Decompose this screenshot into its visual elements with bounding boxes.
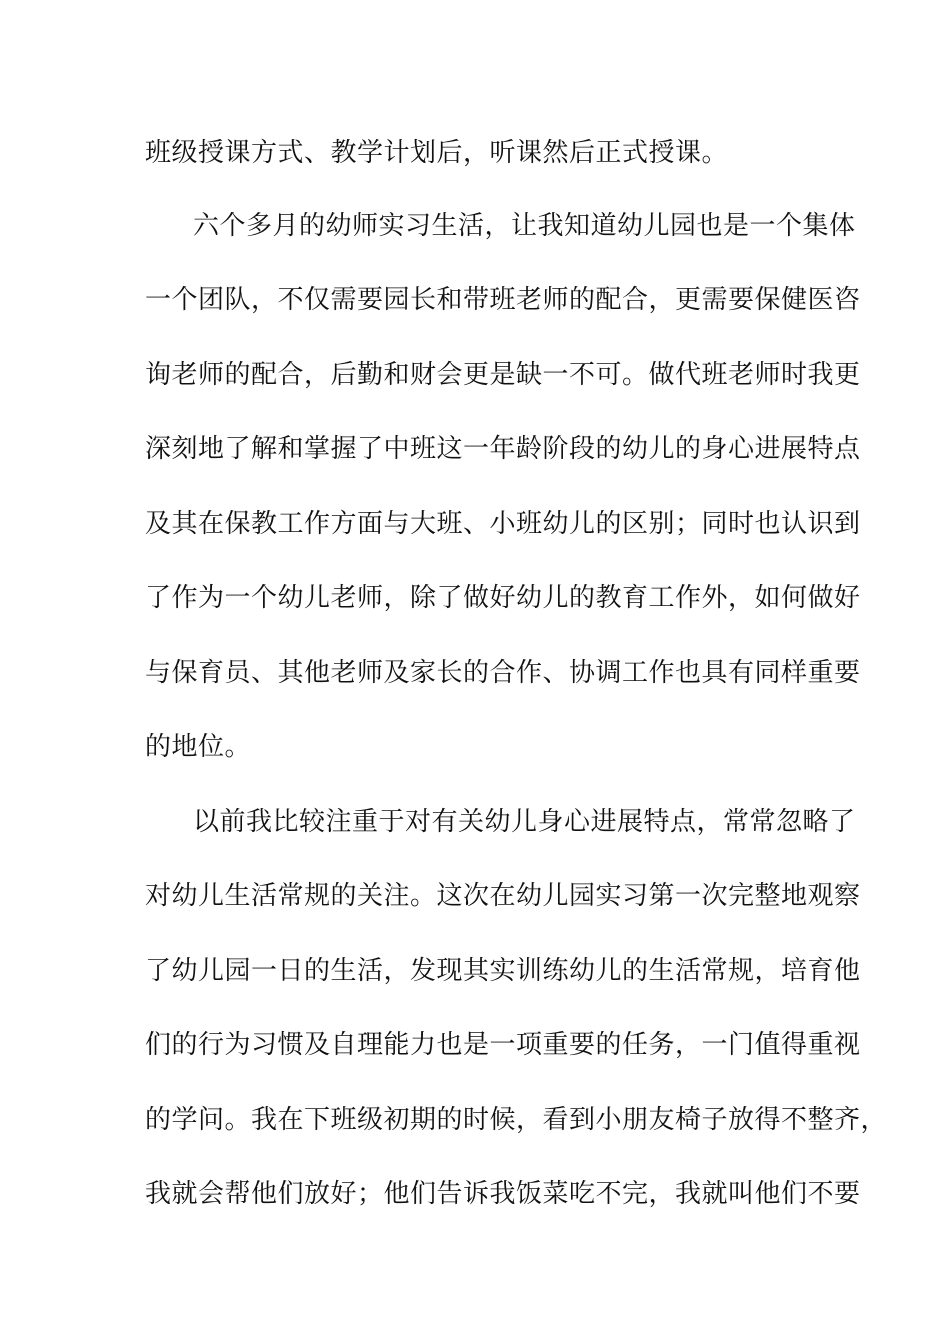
text-line-2: 六个多月的幼师实习生活，让我知道幼儿园也是一个集体 <box>193 211 856 241</box>
text-line-9: 的地位。 <box>145 732 252 762</box>
text-line-12: 了幼儿园一日的生活，发现其实训练幼儿的生活常规，培育他 <box>145 956 861 986</box>
text-line-3: 一个团队，不仅需要园长和带班老师的配合，更需要保健医咨 <box>145 285 861 315</box>
text-line-5: 深刻地了解和掌握了中班这一年龄阶段的幼儿的身心进展特点 <box>145 434 861 464</box>
text-line-7: 了作为一个幼儿老师，除了做好幼儿的教育工作外，如何做好 <box>145 583 861 613</box>
text-line-14: 的学问。我在下班级初期的时候，看到小朋友椅子放得不整齐， <box>145 1105 888 1135</box>
text-line-10: 以前我比较注重于对有关幼儿身心进展特点，常常忽略了 <box>193 807 856 837</box>
text-line-1: 班级授课方式、教学计划后，听课然后正式授课。 <box>145 138 729 168</box>
text-line-6: 及其在保教工作方面与大班、小班幼儿的区别；同时也认识到 <box>145 509 861 539</box>
text-line-13: 们的行为习惯及自理能力也是一项重要的任务，一门值得重视 <box>145 1030 861 1060</box>
text-line-11: 对幼儿生活常规的关注。这次在幼儿园实习第一次完整地观察 <box>145 881 861 911</box>
text-line-4: 询老师的配合，后勤和财会更是缺一不可。做代班老师时我更 <box>145 360 861 390</box>
text-line-15: 我就会帮他们放好；他们告诉我饭菜吃不完，我就叫他们不要 <box>145 1179 861 1209</box>
text-line-8: 与保育员、其他老师及家长的合作、协调工作也具有同样重要 <box>145 658 861 688</box>
